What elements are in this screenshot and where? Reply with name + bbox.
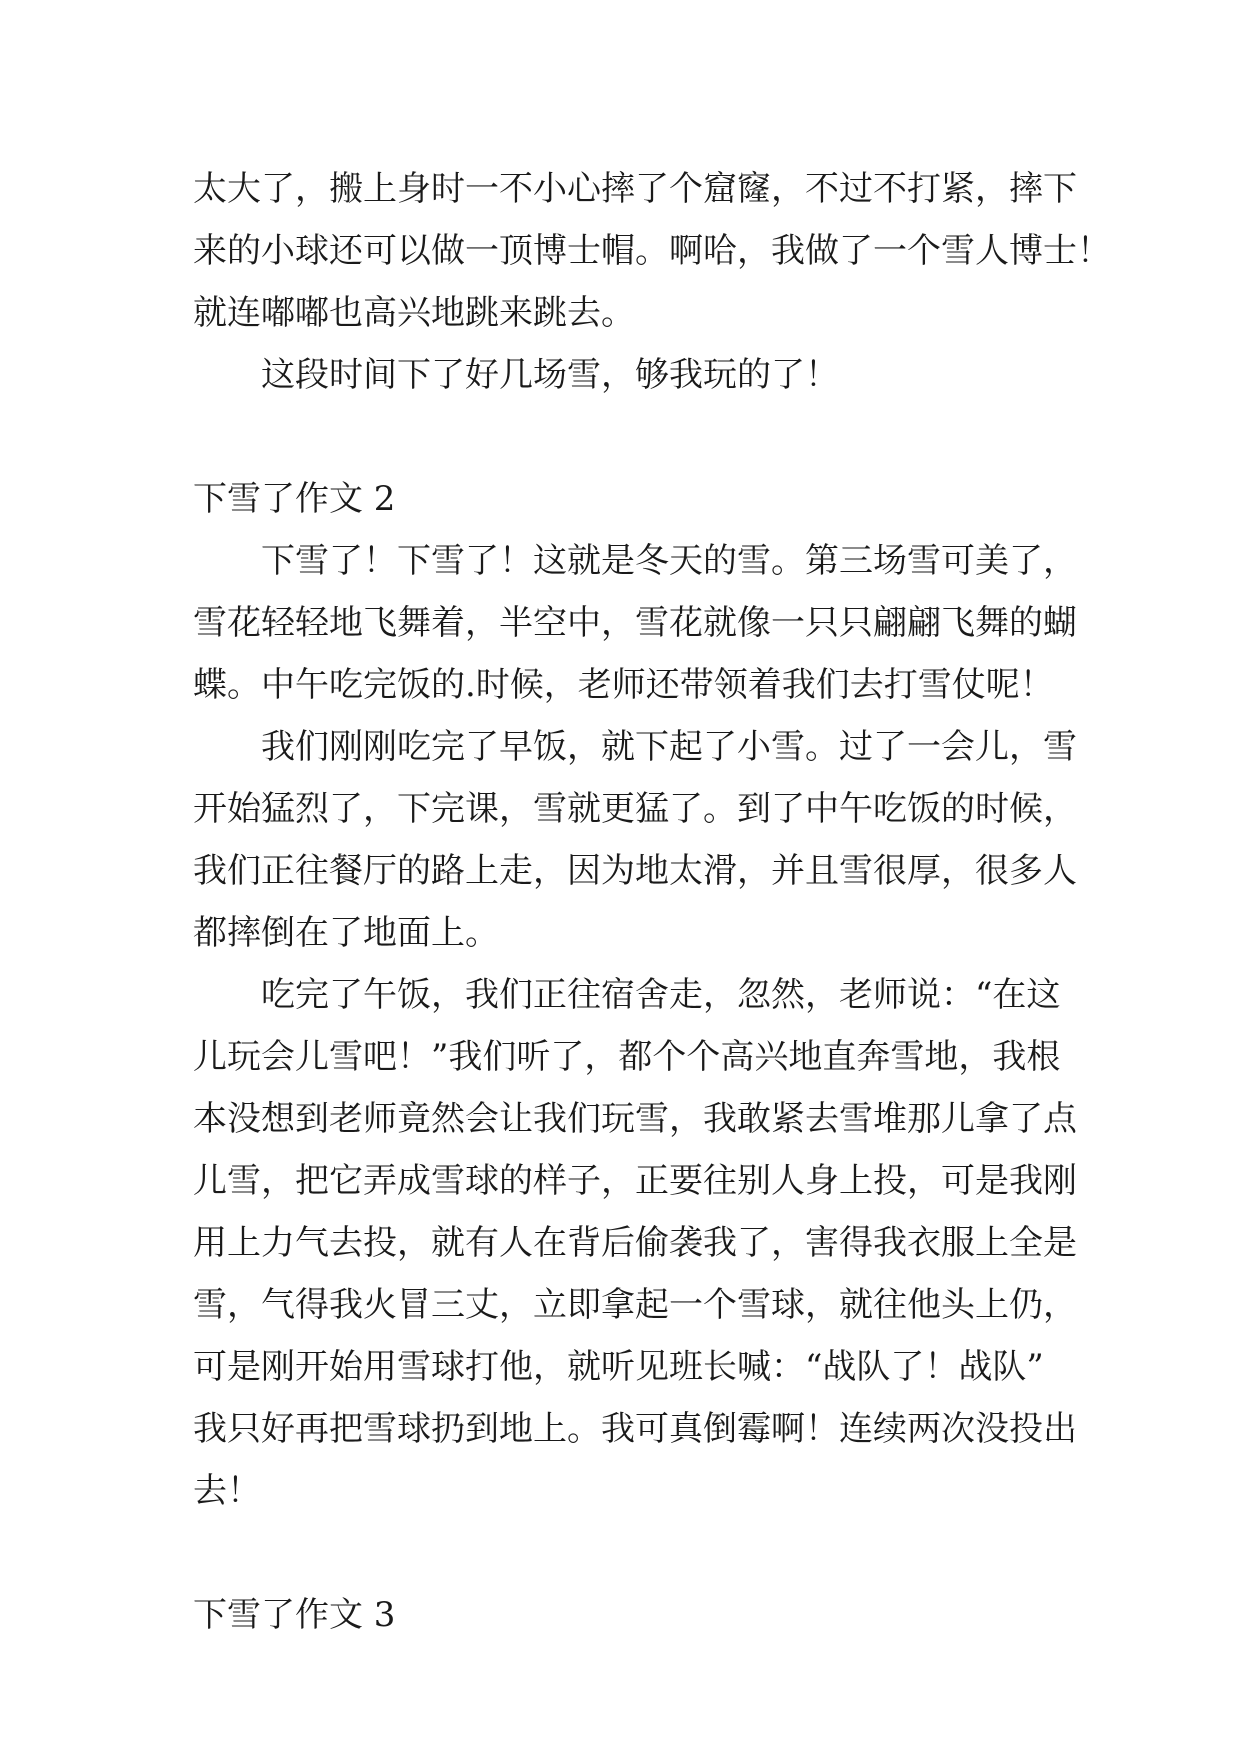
text-line: 都摔倒在了地面上。 [193,913,499,953]
text-line: 本没想到老师竟然会让我们玩雪，我敢紧去雪堆那儿拿了点 [193,1099,1077,1139]
paragraph-section1-2 [193,344,1073,406]
section-gap [193,406,1073,468]
text-line: 这段时间下了好几场雪，够我玩的了！ [261,355,839,395]
text-line: 去！ [193,1471,261,1511]
text-line: 我们正往餐厅的路上走，因为地太滑，并且雪很厚，很多人 [193,851,1077,891]
text-line: 雪花轻轻地飞舞着，半空中，雪花就像一只只翩翩飞舞的蝴 [193,603,1077,643]
text-line: 蝶。中午吃完饭的.时候，老师还带领着我们去打雪仗呢！ [193,665,1054,705]
paragraph-section2-2 [193,716,1077,964]
section-title-2: 下雪了作文 2 [193,479,396,519]
text-line: 我们刚刚吃完了早饭，就下起了小雪。过了一会儿，雪 [261,727,1077,767]
paragraph-section2-3 [193,964,1077,1522]
text-line: 雪，气得我火冒三丈，立即拿起一个雪球，就往他头上仍， [193,1285,1077,1325]
text-line: 开始猛烈了，下完课，雪就更猛了。到了中午吃饭的时候， [193,789,1077,829]
text-line: 用上力气去投，就有人在背后偷袭我了，害得我衣服上全是 [193,1223,1077,1263]
section-gap [193,1522,1073,1584]
text-line: 吃完了午饭，我们正往宿舍走，忽然，老师说：“在这 [261,975,1061,1015]
text-line: 来的小球还可以做一顶博士帽。啊哈，我做了一个雪人博士！ [193,231,1111,271]
text-line: 就连嘟嘟也高兴地跳来跳去。 [193,293,635,333]
text-line: 儿雪，把它弄成雪球的样子，正要往别人身上投，可是我刚 [193,1161,1077,1201]
section-title-3: 下雪了作文 3 [193,1595,396,1635]
paragraph-section1-1 [193,158,1111,344]
text-line: 我只好再把雪球扔到地上。我可真倒霉啊！连续两次没投出 [193,1409,1077,1449]
paragraph-section2-1 [193,530,1077,716]
text-line: 儿玩会儿雪吧！”我们听了，都个个高兴地直奔雪地，我根 [193,1037,1061,1077]
text-line: 下雪了！下雪了！这就是冬天的雪。第三场雪可美了， [261,541,1077,581]
document-body [193,158,1111,1646]
text-line: 太大了，搬上身时一不小心摔了个窟窿，不过不打紧，摔下 [193,169,1077,209]
text-line: 可是刚开始用雪球打他，就听见班长喊：“战队了！战队” [193,1347,1044,1387]
